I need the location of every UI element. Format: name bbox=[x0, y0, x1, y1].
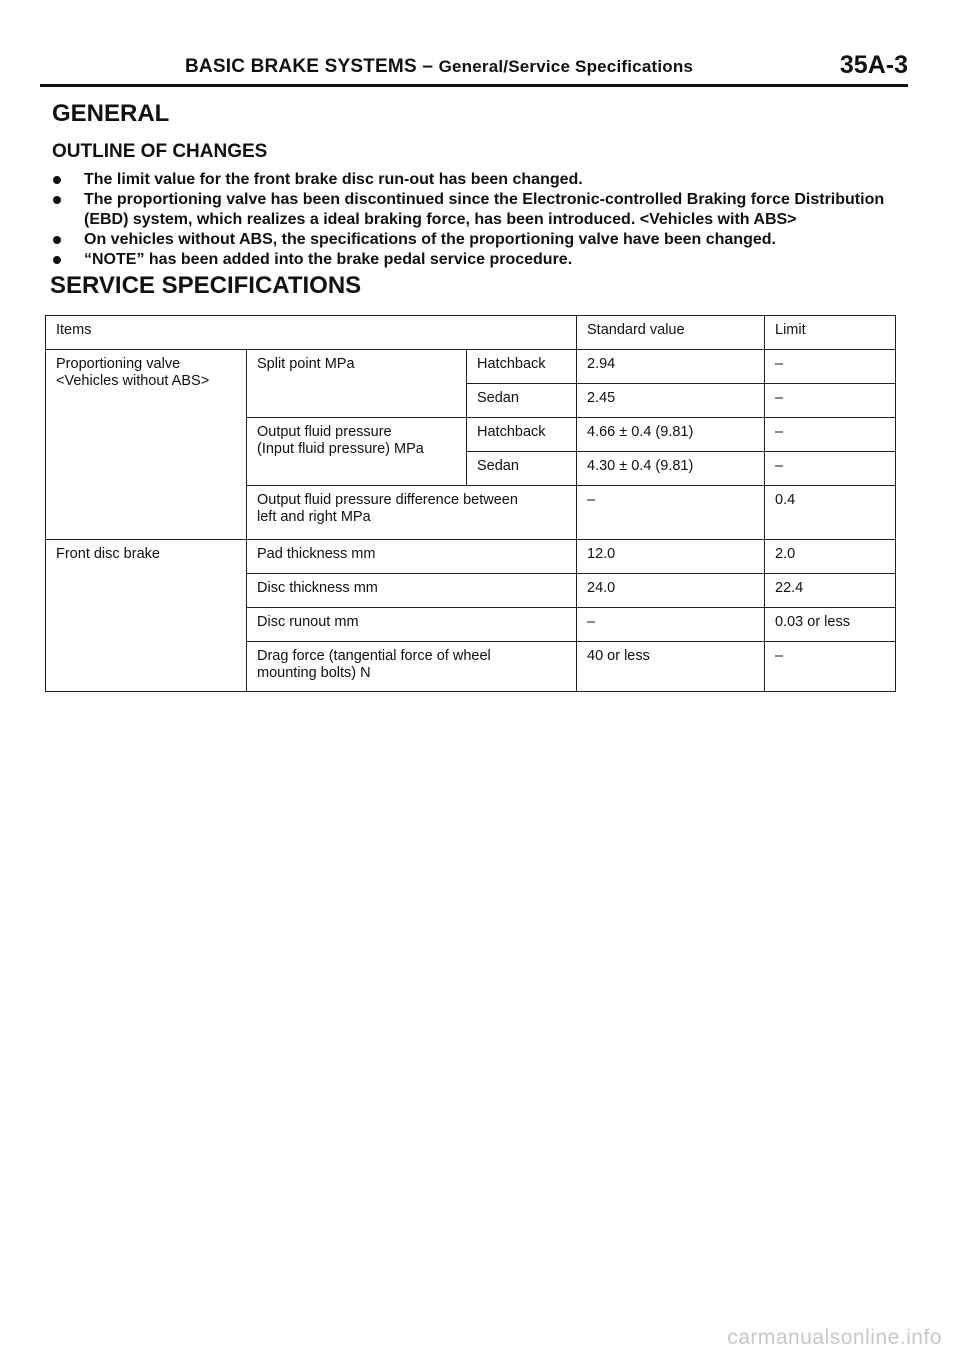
variant-hatchback: Hatchback bbox=[467, 418, 577, 452]
outline-heading: OUTLINE OF CHANGES bbox=[52, 141, 268, 162]
bullet-icon bbox=[53, 256, 61, 264]
drag-force-line-1: Drag force (tangential force of wheel bbox=[257, 648, 491, 664]
drag-force-standard: 40 or less bbox=[577, 642, 765, 692]
header-subtitle: General/Service Specifications bbox=[438, 57, 694, 76]
spec-table bbox=[45, 315, 896, 692]
output-hatchback-standard: 4.66 ± 0.4 (9.81) bbox=[577, 418, 765, 452]
pressure-difference-line-2: left and right MPa bbox=[257, 509, 371, 525]
list-item-text: On vehicles without ABS, the specifications of the proportioning valve have been changed. bbox=[84, 231, 776, 248]
drag-force-label bbox=[247, 642, 577, 692]
header-dash: – bbox=[422, 56, 434, 77]
group-note: <Vehicles without ABS> bbox=[56, 373, 210, 389]
output-sedan-standard: 4.30 ± 0.4 (9.81) bbox=[577, 452, 765, 486]
drag-force-line-2: mounting bolts) N bbox=[257, 665, 371, 681]
pressure-difference-standard: – bbox=[577, 486, 765, 540]
header-section: BASIC BRAKE SYSTEMS bbox=[185, 56, 417, 77]
list-item-text: The proportioning valve has been discontinued since the Electronic-controlled Braking force Distribution (EBD) system, which realizes a ideal braking force, has been introduced. <Vehicles with ABS> bbox=[84, 191, 885, 228]
outline-list bbox=[48, 170, 908, 270]
output-pressure-line-2: (Input fluid pressure) MPa bbox=[257, 441, 424, 457]
output-hatchback-limit: – bbox=[765, 418, 896, 452]
bullet-icon bbox=[53, 196, 61, 204]
output-pressure-line-1: Output fluid pressure bbox=[257, 424, 392, 440]
drag-force-limit: – bbox=[765, 642, 896, 692]
split-sedan-limit: – bbox=[765, 384, 896, 418]
page-number: 35A-3 bbox=[839, 51, 908, 79]
header-standard: Standard value bbox=[577, 316, 765, 350]
list-item bbox=[48, 190, 908, 230]
header-rule bbox=[40, 84, 908, 87]
header-title bbox=[185, 56, 693, 78]
disc-runout-standard: – bbox=[577, 608, 765, 642]
table-header-row bbox=[46, 316, 896, 350]
variant-sedan: Sedan bbox=[467, 452, 577, 486]
general-heading: GENERAL bbox=[52, 100, 170, 127]
pad-thickness-label: Pad thickness mm bbox=[247, 540, 577, 574]
pressure-difference-line-1: Output fluid pressure difference between bbox=[257, 492, 518, 508]
page-header bbox=[40, 50, 908, 82]
list-item-text: “NOTE” has been added into the brake pedal service procedure. bbox=[84, 251, 573, 268]
disc-thickness-standard: 24.0 bbox=[577, 574, 765, 608]
list-item bbox=[48, 250, 908, 270]
output-pressure-label bbox=[247, 418, 467, 486]
watermark-text: carmanualsonline.info bbox=[727, 1326, 942, 1349]
variant-hatchback: Hatchback bbox=[467, 350, 577, 384]
bullet-icon bbox=[53, 236, 61, 244]
bullet-icon bbox=[53, 176, 61, 184]
disc-thickness-limit: 22.4 bbox=[765, 574, 896, 608]
header-items: Items bbox=[46, 316, 577, 350]
disc-runout-label: Disc runout mm bbox=[247, 608, 577, 642]
split-hatchback-limit: – bbox=[765, 350, 896, 384]
pad-thickness-limit: 2.0 bbox=[765, 540, 896, 574]
header-limit: Limit bbox=[765, 316, 896, 350]
disc-runout-limit: 0.03 or less bbox=[765, 608, 896, 642]
split-point-label: Split point MPa bbox=[247, 350, 467, 418]
split-hatchback-standard: 2.94 bbox=[577, 350, 765, 384]
table-row bbox=[46, 540, 896, 574]
list-item-text: The limit value for the front brake disc run-out has been changed. bbox=[84, 171, 583, 188]
group-label: Proportioning valve bbox=[56, 356, 181, 372]
list-item bbox=[48, 230, 908, 250]
disc-thickness-label: Disc thickness mm bbox=[247, 574, 577, 608]
group-front-disc-brake: Front disc brake bbox=[46, 540, 247, 692]
group-proportioning-valve bbox=[46, 350, 247, 540]
output-sedan-limit: – bbox=[765, 452, 896, 486]
pressure-difference-limit: 0.4 bbox=[765, 486, 896, 540]
split-sedan-standard: 2.45 bbox=[577, 384, 765, 418]
list-item bbox=[48, 170, 908, 190]
table-row bbox=[46, 350, 896, 384]
pad-thickness-standard: 12.0 bbox=[577, 540, 765, 574]
service-heading: SERVICE SPECIFICATIONS bbox=[50, 272, 362, 299]
pressure-difference-label bbox=[247, 486, 577, 540]
variant-sedan: Sedan bbox=[467, 384, 577, 418]
